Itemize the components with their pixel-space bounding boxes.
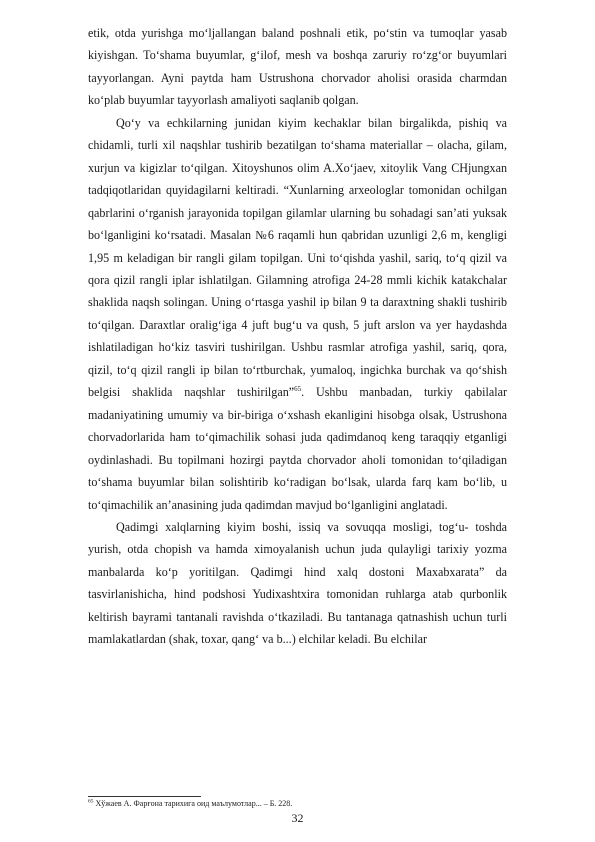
paragraph-1-text: etik, otda yurishga mo‘ljallangan baland poshnali etik, po‘stin va tumoqlar yasab kiyishgan. To‘shama buyumlar, g‘ilof, mesh va boshqa zaruriy ro‘zg‘or buyumlari tayyorlangan. Ayni paytda ham Ustrushona chorvador aholisi orasida charmdan ko‘plab buyumlar tayyorlash amaliyoti saqlanib qolgan. — [88, 26, 507, 108]
paragraph-2-text-part2: . Ushbu manbadan, turkiy qabilalar madaniyatining umumiy va bir-biriga o‘xshash ekanligini hisobga olsak, Ustrushona chorvadorlarida ham to‘qimachilik sohasi juda qadimdanoq keng taraqqiy etganligi oydinlashadi. Bu topilmani hozirgi paytda chorvador aholi tomonidan to‘qiladigan to‘shama buyumlar bilan solishtirib ko‘radigan bo‘lsak, ularda farq kam bo‘lib, u to‘qimachilik an’anasining juda qadimdan mavjud bo‘lganligini anglatadi. — [88, 385, 507, 512]
paragraph-1 — [88, 22, 507, 112]
footnote-reference[interactable]: 65 — [294, 385, 302, 394]
footnote — [88, 798, 508, 809]
footnote-text: Хўжаев А. Фарғона тарихига оид маълумотлар... – Б. 228. — [93, 799, 293, 808]
footnote-number: 65 — [88, 798, 94, 805]
paragraph-3-text: Qadimgi xalqlarning kiyim boshi, issiq va sovuqqa mosligi, tog‘u- toshda yurish, otda chopish va hamda ximoyalanish uchun juda qulayligi tarixiy yozma manbalarda ko‘p yoritilgan. Qadimgi hind xalq dostoni Maxabxarata” da tasvirlanishicha, hind podshosi Yudixashtxira tomonidan ruhlarga atab qurbonlik keltirish bayrami tantanali ravishda o‘tkaziladi. Bu tantanaga qatnashish uchun turli mamlakatlardan (shak, toxar, qang‘ va b...) elchilar keladi. Bu elchilar — [88, 519, 507, 647]
page-number: 32 — [291, 811, 304, 825]
footnote-separator — [88, 796, 201, 797]
paragraph-3 — [88, 516, 507, 651]
paragraph-2 — [88, 112, 507, 516]
paragraph-2-text-part1: Qo‘y va echkilarning junidan kiyim kechaklar bilan birgalikda, pishiq va chidamli, turli xil naqshlar tushirib bezatilgan to‘shama materiallar – olacha, gilam, xurjun va kigizlar to‘qilgan. Xitoyshunos olim A.Xo‘jaev, xitoylik Vang CHjungxan tadqiqotlaridan quyidagilarni keltiradi. “Xunlarning arxeologlar tomonidan ochilgan qabrlarini o‘rganish jarayonida topilgan gilamlar ularning bu sohadagi san’ati yuksak bo‘lganligini ko‘rsatadi. Masalan №6 raqamli hun qabridan uzunligi 2,6 m, kengligi 1,95 m keladigan bir rangli gilam topilgan. Uni to‘qishda yashil, sariq, to‘q qizil va qora qizil rangli iplar ishlatilgan. Gilamning atrofiga 24-28 mmli kichik katakchalar shaklida naqsh solingan. Uning o‘rtasga yashil ip bilan 9 ta daraxtning shakli tushirib to‘qilgan. Daraxtlar oralig‘iga 4 juft bug‘u va qush, 5 juft arslon va yer haydashda ishlatiladigan ho‘kiz tasviri tushirilgan. Ushbu rasmlar atrofiga yashil, sariq, qora, qizil, to‘q qizil rangli ip bilan to‘rtburchak, yumaloq, ingichka burchak va qo‘shish belgisi shaklida naqshlar tushirilgan” — [88, 115, 507, 400]
body-text — [88, 22, 507, 651]
